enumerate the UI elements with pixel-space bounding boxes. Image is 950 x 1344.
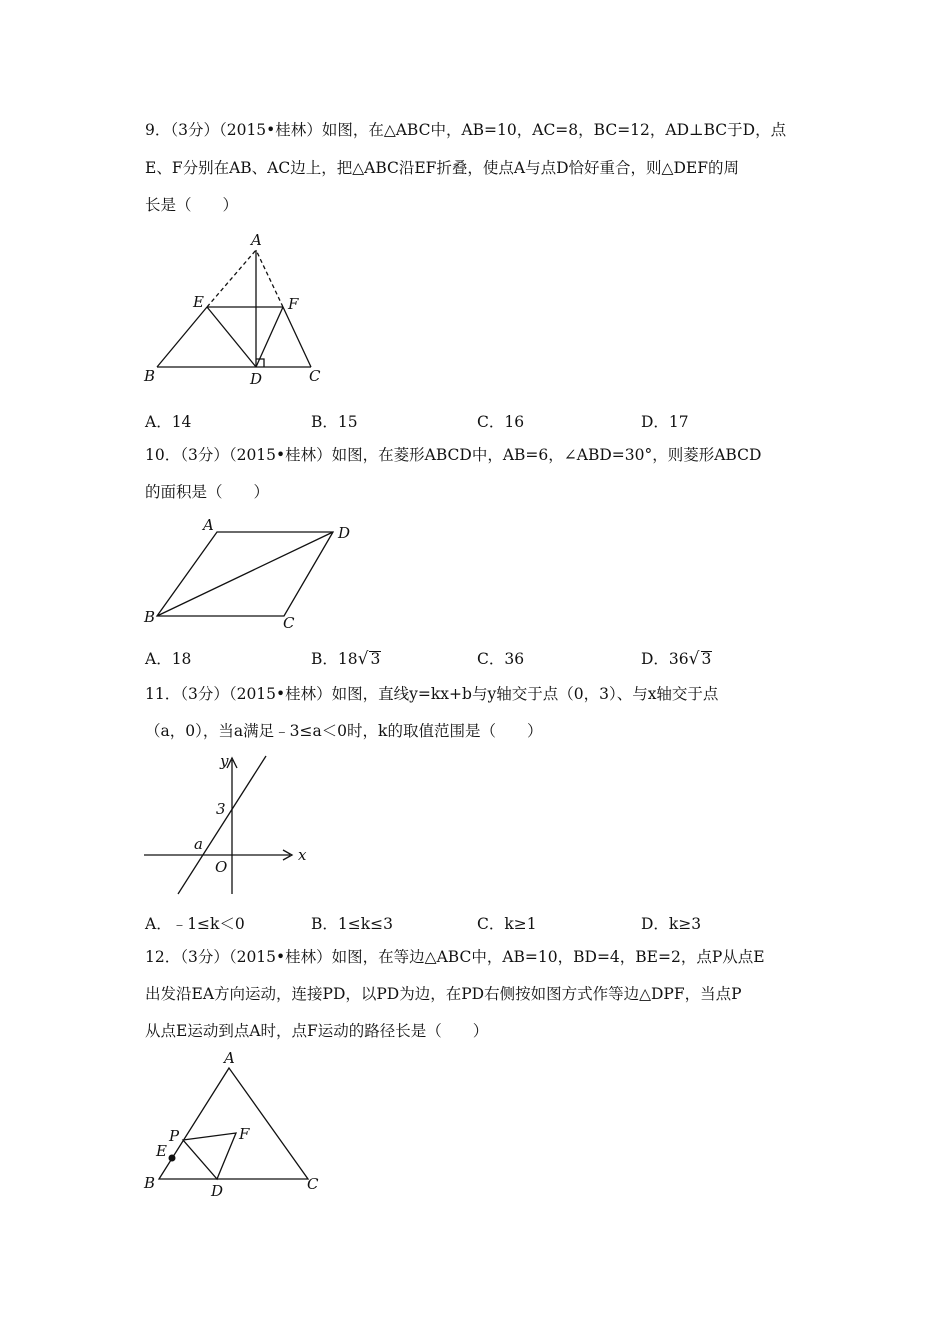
q11-label-y: y xyxy=(220,752,229,770)
q10-option-b-text: B．18 xyxy=(311,650,358,668)
q11-label-O: O xyxy=(215,858,228,876)
q11-label-3: 3 xyxy=(216,800,226,818)
q10-option-b: B．18√ 3 xyxy=(311,649,381,669)
q10-line-2: 的面积是（ ） xyxy=(145,483,270,501)
q12-figure xyxy=(140,1050,340,1200)
q9-label-B: B xyxy=(144,367,156,385)
q10-label-B: B xyxy=(144,608,156,626)
q11-figure xyxy=(140,752,320,902)
q10-option-d-radicand: 3 xyxy=(701,650,712,668)
q12-point-E xyxy=(169,1155,176,1162)
q12-line-2: 出发沿EA方向运动，连接PD，以PD为边，在PD右侧按如图方式作等边△DPF，当点P xyxy=(145,985,742,1003)
q9-line-1: 9．（3分）（2015•桂林）如图，在△ABC中，AB=10，AC=8，BC=12，AD⊥BC于D，点 xyxy=(145,121,787,139)
q9-line-3: 长是（ ） xyxy=(145,196,239,214)
q10-figure-lines xyxy=(157,532,333,616)
q12-label-B: B xyxy=(144,1174,156,1192)
q12-label-D: D xyxy=(211,1182,224,1200)
q10-option-d-text: D．36 xyxy=(641,650,689,668)
q9-option-d: D．17 xyxy=(641,413,689,431)
q11-option-b: B．1≤k≤3 xyxy=(311,915,393,933)
q10-line-1: 10．（3分）（2015•桂林）如图，在菱形ABCD中，AB=6，∠ABD=30°，则菱形ABCD xyxy=(145,446,762,464)
q9-line-2: E、F分别在AB、AC边上，把△ABC沿EF折叠，使点A与点D恰好重合，则△DEF的周 xyxy=(145,159,739,177)
q10-option-c: C．36 xyxy=(477,650,525,668)
q12-label-P: P xyxy=(169,1127,180,1145)
q10-option-b-radicand: 3 xyxy=(370,650,381,668)
q10-label-C: C xyxy=(283,614,295,632)
q11-line-1: 11．（3分）（2015•桂林）如图，直线y=kx+b与y轴交于点（0，3）、与x轴交于点 xyxy=(145,685,719,703)
q12-label-E: E xyxy=(156,1142,167,1160)
q11-label-x: x xyxy=(298,846,307,864)
q12-label-C: C xyxy=(307,1175,319,1193)
q10-label-D: D xyxy=(338,524,351,542)
q10-label-A: A xyxy=(203,516,214,534)
q9-label-E: E xyxy=(193,293,204,311)
q10-figure xyxy=(140,512,360,632)
q10-option-a: A．18 xyxy=(145,650,192,668)
q11-label-a: a xyxy=(194,835,203,853)
q9-label-D: D xyxy=(250,370,263,388)
q11-option-a: A．﹣1≤k＜0 xyxy=(145,915,245,933)
q11-line-2: （a，0），当a满足﹣3≤a＜0时，k的取值范围是（ ） xyxy=(145,722,543,740)
q12-line-3: 从点E运动到点A时，点F运动的路径长是（ ） xyxy=(145,1022,489,1040)
q11-option-d: D．k≥3 xyxy=(641,915,702,933)
q12-figure-lines xyxy=(159,1068,308,1179)
q9-option-a: A．14 xyxy=(145,413,192,431)
q9-figure xyxy=(140,228,340,388)
q9-option-c: C．16 xyxy=(477,413,525,431)
q10-option-d: D．36√ 3 xyxy=(641,649,712,669)
q9-option-b: B．15 xyxy=(311,413,358,431)
q11-option-c: C．k≥1 xyxy=(477,915,537,933)
q9-label-C: C xyxy=(309,367,321,385)
q9-label-F: F xyxy=(288,295,299,313)
q12-label-F: F xyxy=(239,1125,250,1143)
q9-label-A: A xyxy=(251,231,262,249)
q12-label-A: A xyxy=(224,1049,235,1067)
q12-line-1: 12．（3分）（2015•桂林）如图，在等边△ABC中，AB=10，BD=4，BE=2，点P从点E xyxy=(145,948,765,966)
